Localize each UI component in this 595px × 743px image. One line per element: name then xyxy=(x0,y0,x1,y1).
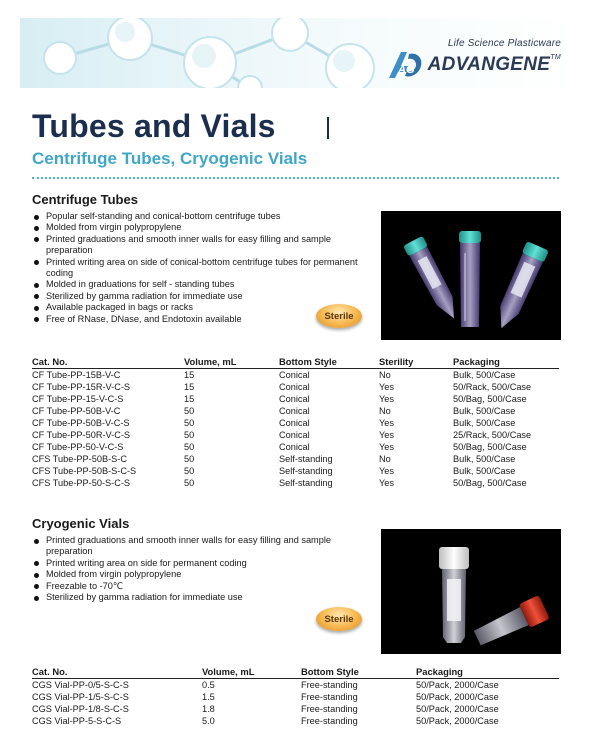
list-item: Printed writing area on side of conical-bottom centrifuge tubes for permanent coding xyxy=(32,257,372,280)
list-item: Sterilized by gamma radiation for immediate use xyxy=(32,291,372,302)
table-row xyxy=(32,369,559,382)
table-row xyxy=(32,679,559,692)
table-cell: 15 xyxy=(184,394,195,404)
title-divider xyxy=(327,117,329,139)
advangene-logo-icon xyxy=(387,50,425,80)
list-item: Printed graduations and smooth inner walls for easy filling and sample preparation xyxy=(32,535,372,558)
table-cell: 50/Rack, 500/Case xyxy=(453,382,532,392)
table-cell: Yes xyxy=(379,478,394,488)
table-cell: 15 xyxy=(184,382,195,392)
table-row xyxy=(32,417,559,429)
column-header: Cat. No. xyxy=(32,666,202,679)
table-row xyxy=(32,405,559,417)
table-cell: 50/Bag, 500/Case xyxy=(453,394,527,404)
table-row xyxy=(32,477,559,489)
table-cell: Bulk, 500/Case xyxy=(453,454,516,464)
table-cell: Yes xyxy=(379,394,394,404)
table-cell: Self-standing xyxy=(279,478,333,488)
column-header: Packaging xyxy=(453,356,559,369)
brand-block xyxy=(387,38,561,80)
table-cell: Bulk, 500/Case xyxy=(453,370,516,380)
table-cell: 50 xyxy=(184,466,195,476)
table-cell: Yes xyxy=(379,382,394,392)
list-item: Molded from virgin polypropylene xyxy=(32,222,372,233)
dotted-divider xyxy=(32,177,559,179)
page-title: Tubes and Vials xyxy=(32,108,276,144)
table-cell: 1.8 xyxy=(202,704,215,714)
table-row xyxy=(32,703,559,715)
table-cell: CFS Tube-PP-50B-S-C-S xyxy=(32,466,137,476)
table-header-row xyxy=(32,356,559,369)
table-cell: CGS Vial-PP-5-S-C-S xyxy=(32,716,122,726)
table-cell: 50 xyxy=(184,418,195,428)
list-item: Popular self-standing and conical-bottom centrifuge tubes xyxy=(32,211,372,222)
table-cell: Self-standing xyxy=(279,466,333,476)
table-cell: Free-standing xyxy=(301,692,358,702)
table-row xyxy=(32,453,559,465)
table-cell: Conical xyxy=(279,370,310,380)
table-cell: CF Tube-PP-50B-V-C-S xyxy=(32,418,130,428)
table-cell: 50 xyxy=(184,454,195,464)
cryogenic-vials-photo xyxy=(381,529,561,654)
table-cell: Conical xyxy=(279,418,310,428)
table-cell: CGS Vial-PP-0/5-S-C-S xyxy=(32,680,129,690)
table-cell: 1.5 xyxy=(202,692,215,702)
column-header: Volume, mL xyxy=(202,666,301,679)
table-cell: CF Tube-PP-15R-V-C-S xyxy=(32,382,131,392)
table-cell: 50/Pack, 2000/Case xyxy=(416,716,499,726)
table-cell: Conical xyxy=(279,442,310,452)
table-cell: 5.0 xyxy=(202,716,215,726)
table-cell: CGS Vial-PP-1/8-S-C-S xyxy=(32,704,129,714)
page-subtitle: Centrifuge Tubes, Cryogenic Vials xyxy=(32,149,308,168)
table-cell: Free-standing xyxy=(301,680,358,690)
table-cell: 25/Rack, 500/Case xyxy=(453,430,532,440)
header-banner xyxy=(20,18,575,88)
table-row xyxy=(32,429,559,441)
centrifuge-table-body xyxy=(32,369,559,490)
table-cell: Bulk, 500/Case xyxy=(453,466,516,476)
table-cell: 50/Pack, 2000/Case xyxy=(416,680,499,690)
table-cell: Bulk, 500/Case xyxy=(453,406,516,416)
table-cell: CF Tube-PP-15B-V-C xyxy=(32,370,121,380)
table-cell: 0.5 xyxy=(202,680,215,690)
table-cell: Self-standing xyxy=(279,454,333,464)
table-cell: 50 xyxy=(184,406,195,416)
column-header: Sterility xyxy=(379,356,453,369)
list-item: Available packaged in bags or racks xyxy=(32,302,372,313)
list-item: Printed graduations and smooth inner walls for easy filling and sample preparation xyxy=(32,234,372,257)
table-cell: 50/Pack, 2000/Case xyxy=(416,692,499,702)
table-cell: Yes xyxy=(379,442,394,452)
table-cell: CF Tube-PP-15-V-C-S xyxy=(32,394,124,404)
table-cell: Conical xyxy=(279,406,310,416)
table-cell: 50 xyxy=(184,478,195,488)
column-header: Packaging xyxy=(416,666,559,679)
logo-mark: AG xyxy=(397,64,415,76)
table-cell: 50/Bag, 500/Case xyxy=(453,442,527,452)
table-cell: No xyxy=(379,406,391,416)
list-item: Freezable to -70℃ xyxy=(32,581,372,592)
table-cell: Conical xyxy=(279,382,310,392)
list-item: Free of RNase, DNase, and Endotoxin available xyxy=(32,314,372,325)
table-cell: CF Tube-PP-50R-V-C-S xyxy=(32,430,131,440)
centrifuge-tubes-illustration xyxy=(381,211,561,340)
list-item: Printed writing area on side for permanent coding xyxy=(32,558,372,569)
cryogenic-spec-table xyxy=(32,666,559,727)
table-cell: 50/Bag, 500/Case xyxy=(453,478,527,488)
sterile-badge: Sterile xyxy=(316,304,362,328)
table-cell: 50/Pack, 2000/Case xyxy=(416,704,499,714)
column-header: Bottom Style xyxy=(279,356,379,369)
table-cell: Conical xyxy=(279,430,310,440)
list-item: Molded in graduations for self - standing tubes xyxy=(32,279,372,290)
table-row xyxy=(32,393,559,405)
table-cell: 50 xyxy=(184,442,195,452)
cryogenic-heading: Cryogenic Vials xyxy=(32,516,130,531)
table-row xyxy=(32,381,559,393)
table-row xyxy=(32,715,559,727)
trademark: TM xyxy=(550,54,561,61)
centrifuge-spec-table xyxy=(32,356,559,489)
list-item: Sterilized by gamma radiation for immediate use xyxy=(32,592,372,603)
table-cell: Bulk, 500/Case xyxy=(453,418,516,428)
table-cell: 15 xyxy=(184,370,195,380)
table-cell: No xyxy=(379,370,391,380)
centrifuge-tubes-photo xyxy=(381,211,561,340)
table-cell: No xyxy=(379,454,391,464)
table-row xyxy=(32,691,559,703)
table-cell: Free-standing xyxy=(301,704,358,714)
cryogenic-table-body xyxy=(32,679,559,728)
table-cell: Free-standing xyxy=(301,716,358,726)
brand-name: ADVANGENE™ xyxy=(427,54,561,75)
cryogenic-vials-illustration xyxy=(381,529,561,654)
cryogenic-feature-list xyxy=(32,535,372,603)
table-cell: 50 xyxy=(184,430,195,440)
table-cell: CFS Tube-PP-50B-S-C xyxy=(32,454,127,464)
list-item: Molded from virgin polypropylene xyxy=(32,569,372,580)
table-row xyxy=(32,441,559,453)
table-cell: CF Tube-PP-50-V-C-S xyxy=(32,442,124,452)
column-header: Volume, mL xyxy=(184,356,279,369)
table-cell: CF Tube-PP-50B-V-C xyxy=(32,406,121,416)
table-cell: CFS Tube-PP-50-S-C-S xyxy=(32,478,131,488)
table-cell: Conical xyxy=(279,394,310,404)
table-cell: CGS Vial-PP-1/5-S-C-S xyxy=(32,692,129,702)
table-header-row xyxy=(32,666,559,679)
table-cell: Yes xyxy=(379,466,394,476)
table-cell: Yes xyxy=(379,430,394,440)
centrifuge-heading: Centrifuge Tubes xyxy=(32,192,138,207)
brand-tagline: Life Science Plasticware xyxy=(447,38,561,49)
sterile-badge: Sterile xyxy=(316,607,362,631)
column-header: Bottom Style xyxy=(301,666,416,679)
table-row xyxy=(32,465,559,477)
column-header: Cat. No. xyxy=(32,356,184,369)
table-cell: Yes xyxy=(379,418,394,428)
